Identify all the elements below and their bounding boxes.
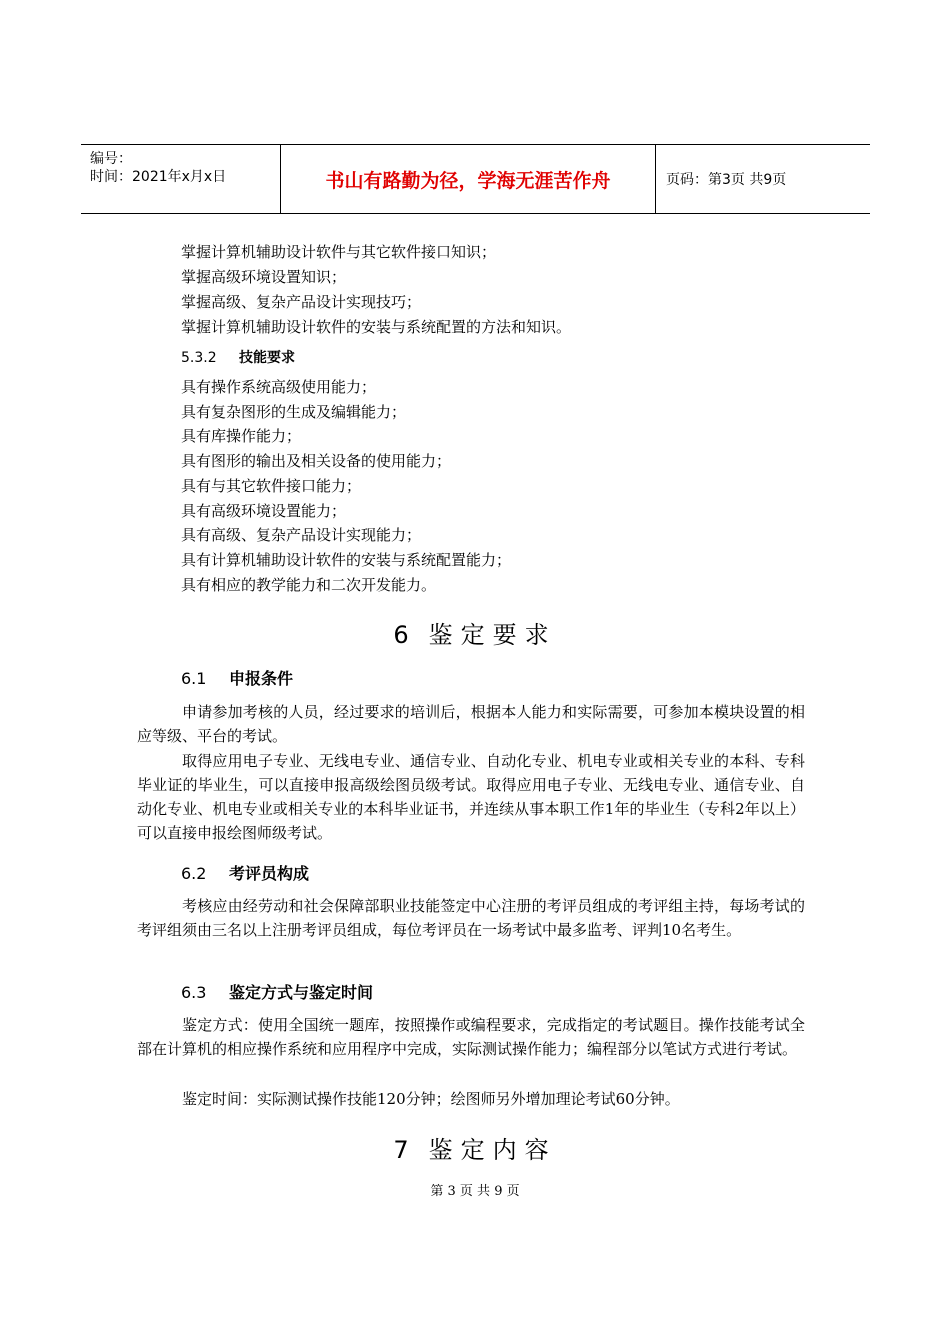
chapter-number: 7 [393,1136,417,1164]
knowledge-item: 掌握高级环境设置知识； [181,268,347,286]
section-heading-62 [181,861,309,884]
paragraph: 鉴定时间：实际测试操作技能120分钟；绘图师另外增加理论考试60分钟。 [182,1090,680,1108]
subsection-number: 5.3.2 [181,350,217,366]
skill-item: 具有高级、复杂产品设计实现能力； [181,526,422,544]
subsection-title: 技能要求 [239,350,295,366]
skill-item: 具有复杂图形的生成及编辑能力； [181,403,407,421]
chapter-title: 鉴定要求 [428,621,557,649]
header-motto: 书山有路勤为径，学海无涯苦作舟 [281,145,656,213]
skill-item: 具有高级环境设置能力； [181,502,347,520]
section-number: 6.3 [181,983,207,1002]
skill-item: 具有库操作能力； [181,427,302,445]
chapter-number: 6 [393,621,417,649]
skill-item: 具有操作系统高级使用能力； [181,378,377,396]
chapter-7-heading [0,1130,950,1165]
header-page-info: 页码：第3页 共9页 [666,172,787,188]
number-label: 编号： [90,151,132,167]
section-title: 申报条件 [229,669,294,688]
skill-item: 具有与其它软件接口能力； [181,477,362,495]
section-heading-61 [181,666,293,689]
skill-item: 具有图形的输出及相关设备的使用能力； [181,452,452,470]
skill-item: 具有计算机辅助设计软件的安装与系统配置能力； [181,551,512,569]
section-number: 6.2 [181,864,207,883]
section-title: 鉴定方式与鉴定时间 [229,983,374,1002]
header-table [81,144,870,214]
chapter-6-heading [0,615,950,650]
subsection-heading-532 [181,347,295,367]
paragraph: 取得应用电子专业、无线电专业、通信专业、自动化专业、机电专业或相关专业的本科、专科毕业证的毕业生，可以直接申报高级绘图员级考试。取得应用电子专业、无线电专业、通信专业、自动化专业、机电专业或相关专业的本科毕业证书，并连续从事本职工作1年的毕业生（专科2年以上）可以直接申报绘图师级考试。 [137,752,805,842]
time-label: 时间：2021年x月x日 [90,169,227,185]
header-meta [81,145,281,213]
page-footer: 第 3 页 共 9 页 [430,1184,520,1199]
paragraph: 申请参加考核的人员，经过要求的培训后，根据本人能力和实际需要，可参加本模块设置的相应等级、平台的考试。 [137,703,805,745]
skill-item: 具有相应的教学能力和二次开发能力。 [181,576,437,594]
chapter-title: 鉴定内容 [428,1136,557,1164]
section-heading-63 [181,980,373,1003]
paragraph: 鉴定方式：使用全国统一题库，按照操作或编程要求，完成指定的考试题目。操作技能考试全部在计算机的相应操作系统和应用程序中完成，实际测试操作能力；编程部分以笔试方式进行考试。 [137,1016,805,1058]
section-number: 6.1 [181,669,207,688]
knowledge-item: 掌握计算机辅助设计软件与其它软件接口知识； [181,243,497,261]
knowledge-item: 掌握计算机辅助设计软件的安装与系统配置的方法和知识。 [181,318,572,336]
knowledge-item: 掌握高级、复杂产品设计实现技巧； [181,293,422,311]
section-title: 考评员构成 [229,864,310,883]
paragraph: 考核应由经劳动和社会保障部职业技能签定中心注册的考评员组成的考评组主持，每场考试的考评组须由三名以上注册考评员组成，每位考评员在一场考试中最多监考、评判10名考生。 [137,897,805,939]
